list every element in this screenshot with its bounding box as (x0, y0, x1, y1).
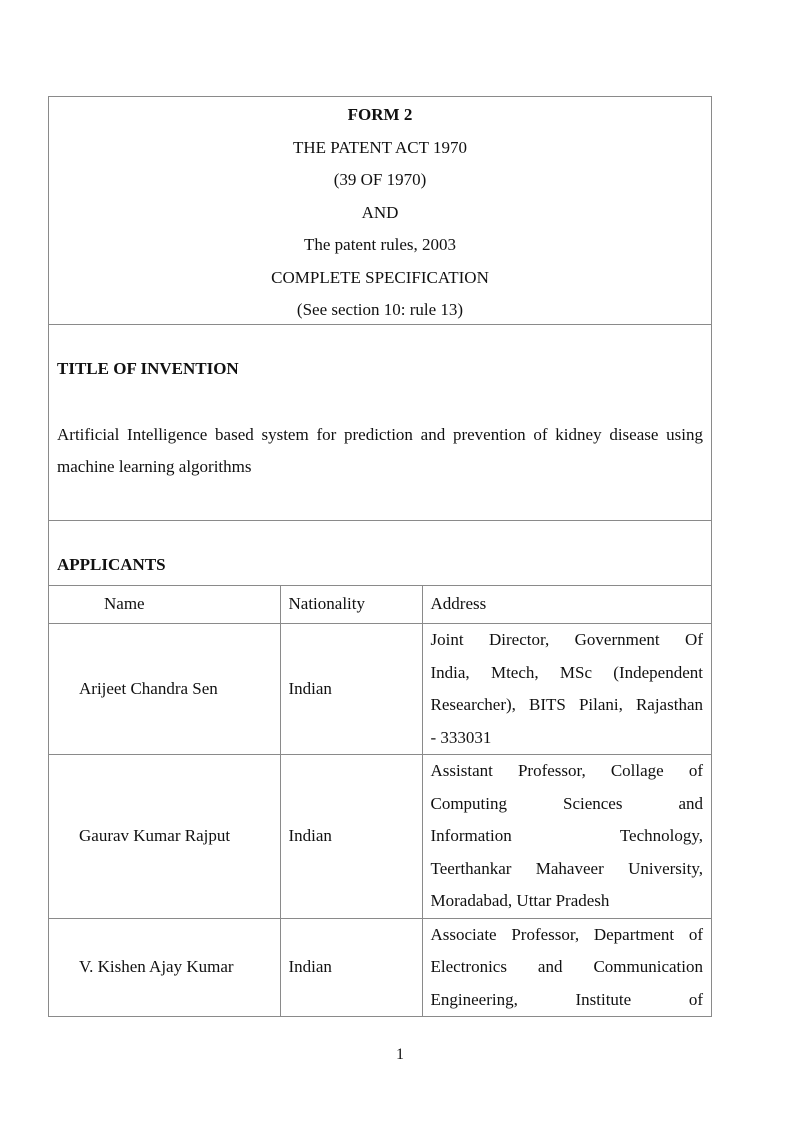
applicant-name: V. Kishen Ajay Kumar (49, 918, 280, 1016)
specification-type: COMPLETE SPECIFICATION (271, 267, 489, 287)
address-line: Researcher), BITS Pilani, Rajasthan (430, 695, 703, 714)
address-line: Engineering, Institute of (430, 989, 703, 1009)
table-row (49, 755, 711, 919)
form-header (49, 97, 711, 325)
applicants-heading: APPLICANTS (57, 555, 166, 574)
applicants-table (49, 586, 711, 1016)
column-header-address: Address (422, 586, 711, 624)
address-line: India, Mtech, MSc (Independent (430, 662, 703, 682)
applicant-name: Gaurav Kumar Rajput (49, 755, 280, 919)
title-section (49, 325, 711, 521)
address-line: Information Technology, (430, 826, 703, 845)
table-row (49, 918, 711, 1016)
act-title: THE PATENT ACT 1970 (293, 137, 467, 157)
address-line: - 333031 (430, 727, 492, 747)
applicant-address (422, 624, 711, 755)
address-line: Teerthankar Mahaveer University, (430, 858, 703, 878)
address-line: Assistant Professor, Collage of (430, 761, 703, 780)
address-line: Joint Director, Government Of (430, 630, 703, 649)
invention-title: Artificial Intelligence based system for prediction and prevention of kidney disease using machine learning algorithms (57, 425, 703, 476)
applicant-nationality: Indian (280, 624, 422, 755)
address-line: Associate Professor, Department of (430, 924, 703, 944)
applicant-nationality: Indian (280, 755, 422, 919)
column-header-name: Name (49, 586, 280, 624)
form-number: FORM 2 (347, 105, 413, 124)
applicant-nationality: Indian (280, 918, 422, 1016)
applicants-section (49, 521, 711, 586)
applicant-name: Arijeet Chandra Sen (49, 624, 280, 755)
table-header-row (49, 586, 711, 624)
act-number: (39 OF 1970) (333, 170, 427, 189)
column-header-nationality: Nationality (280, 586, 422, 624)
address-line: Moradabad, Uttar Pradesh (430, 891, 610, 910)
page-number: 1 (396, 1046, 404, 1063)
title-heading: TITLE OF INVENTION (57, 359, 239, 378)
rules-title: The patent rules, 2003 (303, 235, 456, 254)
conjunction: AND (361, 202, 399, 222)
section-reference: (See section 10: rule 13) (296, 300, 464, 319)
applicant-address (422, 918, 711, 1016)
address-line: Computing Sciences and (430, 793, 703, 813)
table-row (49, 624, 711, 755)
patent-form-frame (48, 96, 712, 1017)
address-line: Electronics and Communication (430, 957, 703, 976)
applicant-address (422, 755, 711, 919)
